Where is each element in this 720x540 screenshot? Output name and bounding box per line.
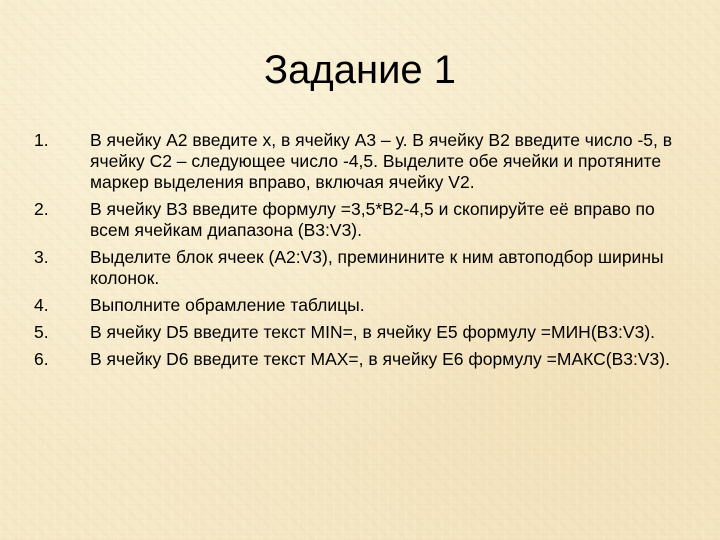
- task-item-4: [34, 295, 684, 316]
- task-text: В ячейку D6 введите текст MAX=, в ячейку Е6 формулу =МАКС(В3:V3).: [90, 349, 670, 369]
- task-number: 1.: [34, 130, 49, 150]
- task-number: 6.: [34, 349, 49, 369]
- task-number: 4.: [34, 295, 49, 315]
- task-number: 5.: [34, 322, 49, 342]
- task-text: В ячейку D5 введите текст MIN=, в ячейку Е5 формулу =МИН(В3:V3).: [90, 322, 656, 342]
- task-item-2: [34, 199, 684, 241]
- task-list: [34, 130, 684, 376]
- task-number: 3.: [34, 247, 49, 267]
- task-text: В ячейку А2 введите х, в ячейку А3 – у. В ячейку В2 введите число -5, в ячейку С2 – следующее число -4,5. Выделите обе ячейки и протяните маркер выделения вправо, включая ячейку V2.: [90, 130, 673, 192]
- task-text: Выделите блок ячеек (А2:V3), преминините к ним автоподбор ширины колонок.: [90, 247, 664, 288]
- task-item-1: [34, 130, 684, 193]
- slide-title: Задание 1: [263, 48, 457, 92]
- task-item-6: [34, 349, 684, 370]
- task-text: В ячейку В3 введите формулу =3,5*В2-4,5 и скопируйте её вправо по всем ячейкам диапазона (В3:V3).: [90, 199, 655, 240]
- task-number: 2.: [34, 199, 49, 219]
- task-item-5: [34, 322, 684, 343]
- task-text: Выполните обрамление таблицы.: [90, 295, 365, 315]
- task-item-3: [34, 247, 684, 289]
